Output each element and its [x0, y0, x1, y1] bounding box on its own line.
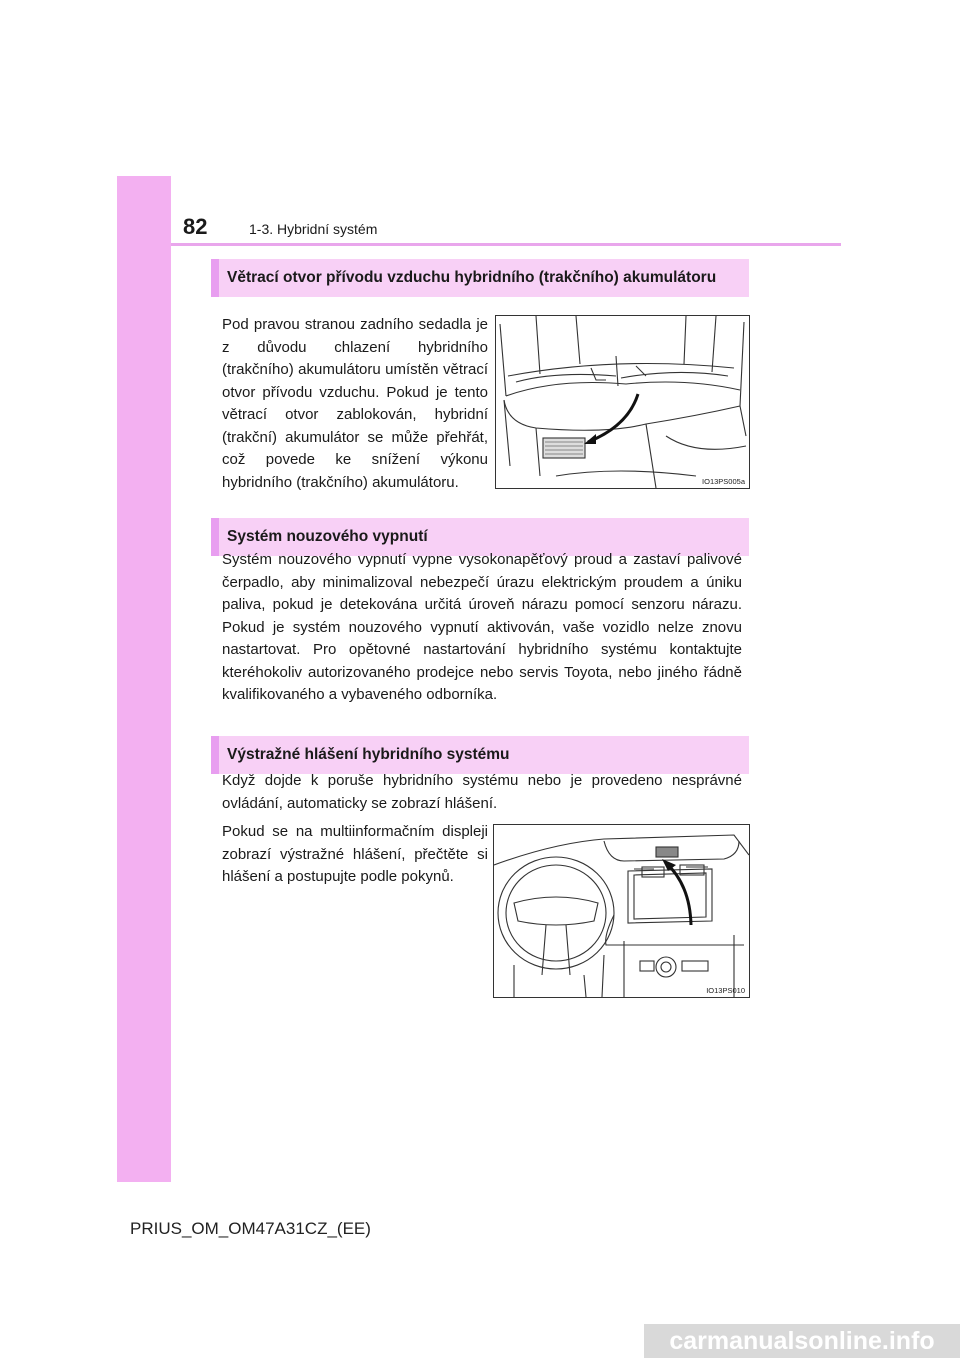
running-header: 1-3. Hybridní systém — [249, 221, 378, 237]
footer-doc-code: PRIUS_OM_OM47A31CZ_(EE) — [130, 1219, 371, 1238]
paragraph-warning-intro: Když dojde k poruše hybridního systému nebo je provedeno nesprávné ovládání, automaticky se zobrazí hlášení. — [222, 772, 742, 812]
section-title-ventilation: Větrací otvor přívodu vzduchu hybridního (trakčního) akumulátoru — [211, 259, 749, 297]
paragraph-ventilation: Pod pravou stranou zadního sedadla je z důvodu chlazení hybridního (trakčního) akumulátoru umístěn větrací otvor přívodu vzduchu. Pokud je tento větrací otvor zablokován, hybridní (trakční) akumulátor se může přehřát, což povede ke snížení výkonu hybridního (trakčního) akumulátoru. — [222, 316, 488, 491]
page-number: 82 — [183, 214, 208, 239]
dashboard-illustration — [494, 825, 749, 997]
figure-dashboard — [493, 824, 750, 998]
paragraph-emergency-shutoff: Systém nouzového vypnutí vypne vysokonapěťový proud a zastaví palivové čerpadlo, aby minimalizoval nebezpečí úrazu elektrickým proudem a úniku paliva, pokud je detekována určitá úroveň nárazu pomocí senzoru nárazu. Pokud je systém nouzového vypnutí aktivován, vaše vozidlo nelze znovu nastartovat. Pro opětovné nastartování hybridního systému kontaktujte kteréhokoliv autorizovaného prodejce nebo servis Toyota, nebo jiného řádně kvalifikovaného a vybaveného odborníka. — [222, 551, 742, 703]
rear-seat-illustration — [496, 316, 749, 488]
side-tab-band — [117, 176, 171, 1182]
figure-code: IO13PS010 — [706, 986, 745, 995]
paragraph-warning-instructions: Pokud se na multiinformačním displeji zobrazí výstražné hlášení, přečtěte si hlášení a postupujte podle pokynů. — [222, 823, 488, 885]
figure-code: IO13PS005a — [702, 477, 745, 486]
section-title-emergency-shutoff: Systém nouzového vypnutí — [211, 518, 749, 556]
watermark-link[interactable]: carmanualsonline.info — [644, 1324, 960, 1358]
header-rule — [171, 243, 841, 246]
figure-rear-seat — [495, 315, 750, 489]
section-title-warning-message: Výstražné hlášení hybridního systému — [211, 736, 749, 774]
